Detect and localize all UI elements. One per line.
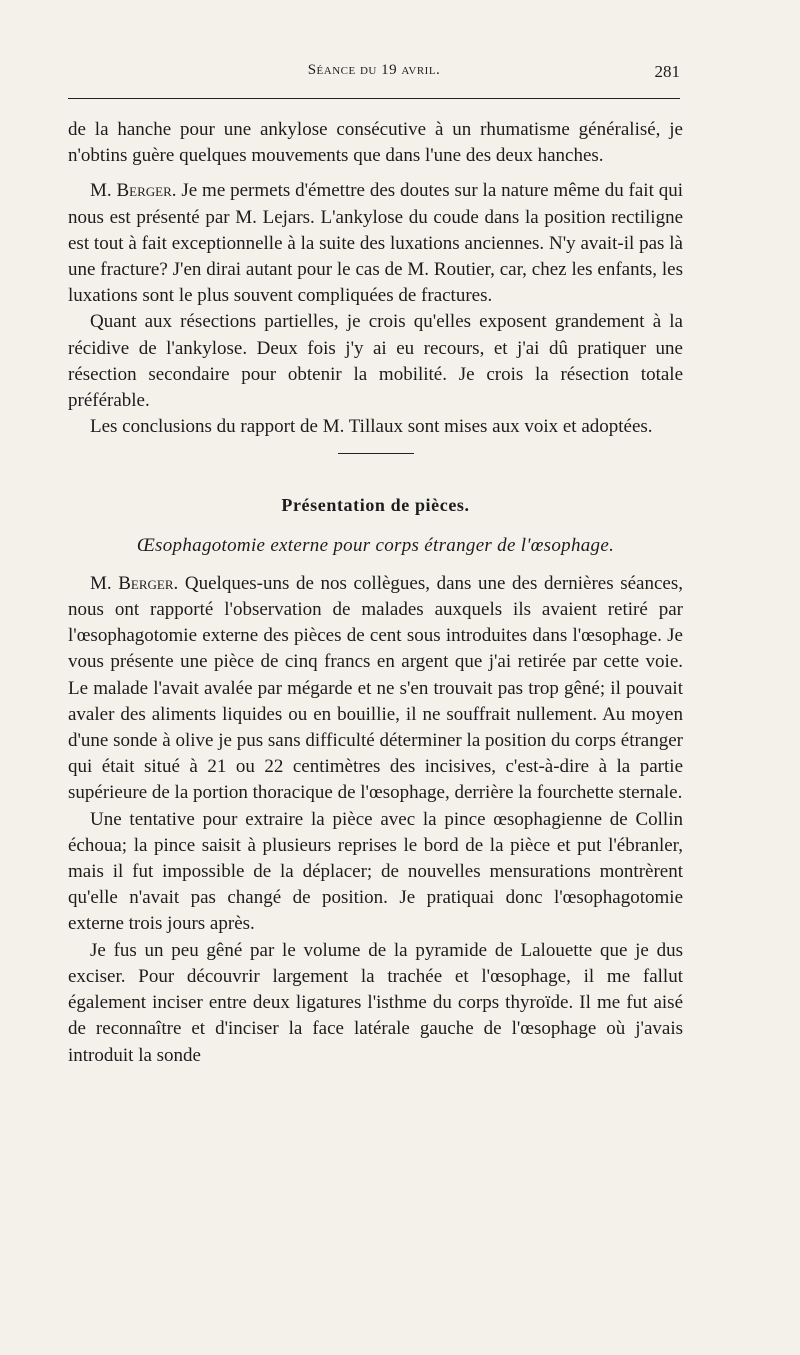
paragraph-continued: de la hanche pour une ankylose consécutive à un rhumatisme généralisé, je n'obtins guère quelques mouvements que dans l'une des deux hanches. xyxy=(68,119,683,167)
running-title: Séance du 19 avril. xyxy=(307,62,441,78)
header-rule xyxy=(68,98,680,99)
paragraph-berger-piece xyxy=(68,571,683,807)
page-header xyxy=(68,62,680,90)
paragraph-text: Quelques-uns de nos collègues, dans une des dernières séances, nous ont rapporté l'observation de malades auxquels ils avaient retiré par l'œsophagotomie externe des pièces de cent sous introduites dans l'œsophage. Je vous présente une pièce de cinq francs en argent que j'ai retirée par cette voie. Le malade l'avait avalée par mégarde et ne s'en trouvait pas trop gêné; il pouvait avaler des aliments liquides ou en bouillie, il ne souffrait nullement. Au moyen d'une sonde à olive je pus sans difficulté déterminer la position du corps étranger qui était situé à 21 ou 22 centimètres des incisives, c'est-à-dire à la partie supérieure de la portion thoracique de l'œsophage, derrière la fourchette sternale. xyxy=(68,572,683,804)
paragraph-conclusions: Les conclusions du rapport de M. Tillaux sont mises aux voix et adoptées. xyxy=(90,416,653,438)
paragraph-berger-ankylose xyxy=(68,178,683,309)
paragraph-resections: Quant aux résections partielles, je crois qu'elles exposent grandement à la récidive de l'ankylose. Deux fois j'y ai eu recours, et j'ai dû pratiquer une résection secondaire pour obtenir la mobilité. Je crois la résection totale préférable. xyxy=(68,311,683,412)
section-title: Présentation de pièces. xyxy=(281,495,470,516)
page-body xyxy=(68,117,683,1069)
section-separator xyxy=(338,453,414,454)
paragraph-tentative: Une tentative pour extraire la pièce avec la pince œsophagienne de Collin échoua; la pince saisit à plusieurs reprises le bord de la pièce et put l'ébranler, mais il fut impossible de la déplacer; de nouvelles mensurations montrèrent qu'elle n'avait pas changé de position. Je pratiquai donc l'œsophagotomie externe trois jours après. xyxy=(68,808,683,935)
page-number: 281 xyxy=(654,62,680,81)
speaker-name: M. Berger. xyxy=(90,572,179,594)
paragraph-operation: Je fus un peu gêné par le volume de la pyramide de Lalouette que je dus exciser. Pour découvrir largement la trachée et l'œsophage, il me fallut également inciser entre deux ligatures l'isthme du corps thyroïde. Il me fut aisé de reconnaître et d'inciser la face latérale gauche de l'œsophage où j'avais introduit la sonde xyxy=(68,939,683,1066)
speaker-name: M. Berger. xyxy=(90,180,177,202)
section-subtitle: Œsophagotomie externe pour corps étranger de l'œsophage. xyxy=(136,534,615,556)
paragraph-text: Je me permets d'émettre des doutes sur la nature même du fait qui nous est présenté par M. Lejars. L'ankylose du coude dans la position rectiligne est tout à fait exceptionnelle à la suite des luxations anciennes. N'y avait-il pas là une fracture? J'en dirai autant pour le cas de M. Routier, car, chez les enfants, les luxations sont le plus souvent compliquées de fractures. xyxy=(68,180,683,307)
